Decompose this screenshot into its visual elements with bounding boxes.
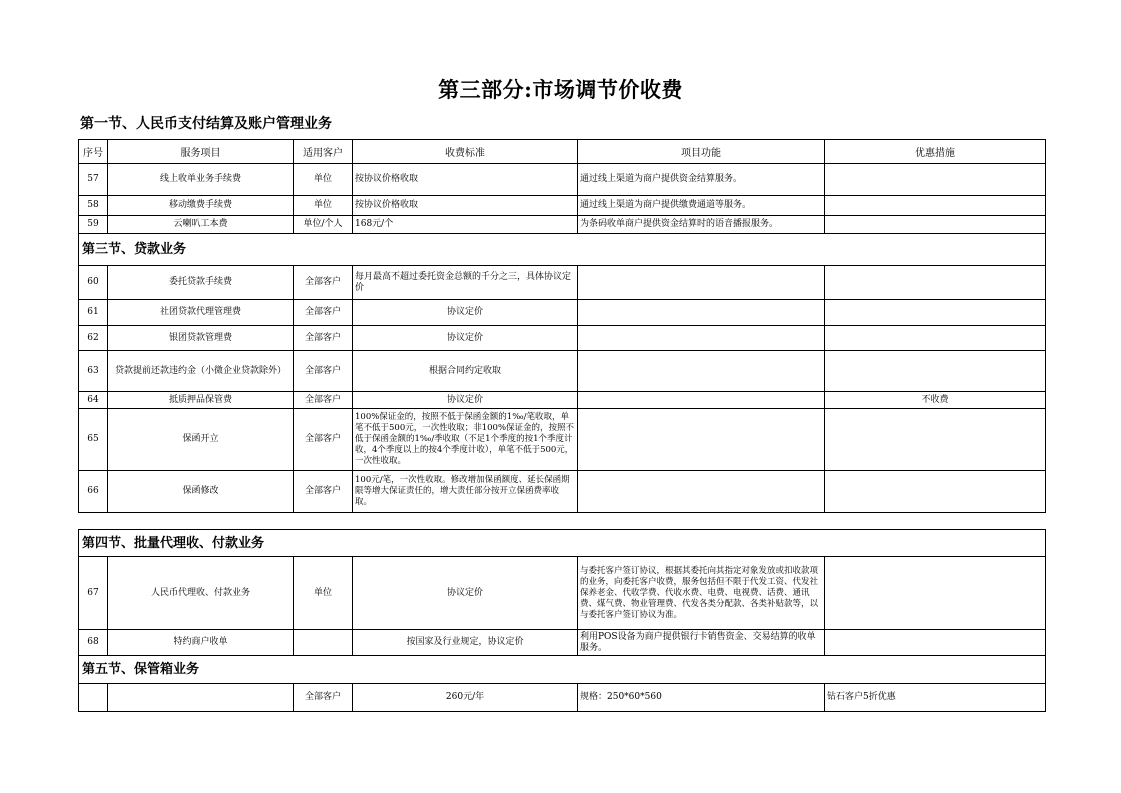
row-item: 移动缴费手续费 [108, 196, 294, 216]
row-fee: 协议定价 [353, 300, 578, 326]
table-row [79, 164, 1046, 196]
header-discount: 优惠措施 [825, 140, 1046, 164]
row-no: 57 [79, 164, 108, 196]
row-no: 68 [79, 630, 108, 656]
row-no: 67 [79, 557, 108, 630]
row-no [79, 684, 108, 712]
table-row [79, 392, 1046, 409]
row-fee: 按协议价格收取 [353, 196, 578, 216]
section-row [79, 530, 1046, 557]
row-no: 60 [79, 266, 108, 300]
row-no: 61 [79, 300, 108, 326]
row-fee: 按国家及行业规定，协议定价 [353, 630, 578, 656]
table-row [79, 326, 1046, 351]
row-discount [825, 471, 1046, 513]
row-fee: 100元/笔，一次性收取。修改增加保函额度、延长保函期限等增大保证责任的，增大责任部分按开立保函费率收取。 [353, 471, 578, 513]
row-item: 保函开立 [108, 409, 294, 471]
row-item: 线上收单业务手续费 [108, 164, 294, 196]
row-discount [825, 409, 1046, 471]
row-discount [825, 266, 1046, 300]
row-function [578, 266, 825, 300]
row-discount [825, 196, 1046, 216]
table-row [79, 409, 1046, 471]
section-row [79, 656, 1046, 684]
table-header-row [79, 140, 1046, 164]
header-client: 适用客户 [294, 140, 353, 164]
row-item: 人民币代理收、付款业务 [108, 557, 294, 630]
row-discount: 不收费 [825, 392, 1046, 409]
row-function [578, 300, 825, 326]
row-client: 单位 [294, 557, 353, 630]
header-no: 序号 [79, 140, 108, 164]
row-fee: 260元/年 [353, 684, 578, 712]
header-item: 服务项目 [108, 140, 294, 164]
table-row [79, 216, 1046, 234]
page-title: 第三部分:市场调节价收费 [438, 77, 683, 102]
row-fee: 按协议价格收取 [353, 164, 578, 196]
table-row [79, 300, 1046, 326]
row-item [108, 684, 294, 712]
row-no: 58 [79, 196, 108, 216]
section-3-heading: 第三节、贷款业务 [79, 234, 1046, 266]
row-function: 与委托客户签订协议，根据其委托向其指定对象发放或扣收款项的业务，向委托客户收费，服务包括但不限于代发工资、代发社保养老金、代收学费、代收水费、电费、电视费、话费、通讯费、煤气费、物业管理费、代发各类分配款、各类补贴款等，以与委托客户签订协议为准。 [578, 557, 825, 630]
row-discount [825, 326, 1046, 351]
fee-table-1 [78, 139, 1046, 513]
row-discount: 钻石客户5折优惠 [825, 684, 1046, 712]
row-function [578, 409, 825, 471]
row-no: 62 [79, 326, 108, 351]
table-row [79, 684, 1046, 712]
row-client: 全部客户 [294, 409, 353, 471]
row-discount [825, 300, 1046, 326]
row-fee: 168元/个 [353, 216, 578, 234]
row-function: 为条码收单商户提供资金结算时的语音播报服务。 [578, 216, 825, 234]
row-function: 利用POS设备为商户提供银行卡销售资金、交易结算的收单服务。 [578, 630, 825, 656]
table-row [79, 266, 1046, 300]
row-function: 规格：250*60*560 [578, 684, 825, 712]
row-fee: 100%保证金的，按照不低于保函金额的1‰/笔收取，单笔不低于500元，一次性收取；非100%保证金的，按照不低于保函金额的1‰/季收取（不足1个季度的按1个季度计收，4个季度以上的按4个季度计收），单笔不低于500元，一次性收取。 [353, 409, 578, 471]
row-item: 社团贷款代理管理费 [108, 300, 294, 326]
row-no: 64 [79, 392, 108, 409]
row-fee: 协议定价 [353, 557, 578, 630]
header-fee: 收费标准 [353, 140, 578, 164]
row-client: 单位 [294, 196, 353, 216]
row-item: 抵质押品保管费 [108, 392, 294, 409]
section-row [79, 234, 1046, 266]
row-discount [825, 164, 1046, 196]
row-function [578, 471, 825, 513]
row-client: 全部客户 [294, 326, 353, 351]
fee-table-2 [78, 529, 1046, 712]
row-item: 委托贷款手续费 [108, 266, 294, 300]
row-client: 单位/个人 [294, 216, 353, 234]
row-discount [825, 630, 1046, 656]
row-function: 通过线上渠道为商户提供缴费通道等服务。 [578, 196, 825, 216]
row-item: 云喇叭工本费 [108, 216, 294, 234]
row-function [578, 351, 825, 392]
row-item: 特约商户收单 [108, 630, 294, 656]
row-client: 全部客户 [294, 351, 353, 392]
row-item: 贷款提前还款违约金（小微企业贷款除外） [108, 351, 294, 392]
row-no: 63 [79, 351, 108, 392]
row-client: 全部客户 [294, 300, 353, 326]
header-function: 项目功能 [578, 140, 825, 164]
section-5-heading: 第五节、保管箱业务 [79, 656, 1046, 684]
row-function: 通过线上渠道为商户提供资金结算服务。 [578, 164, 825, 196]
row-item: 保函修改 [108, 471, 294, 513]
row-client: 全部客户 [294, 684, 353, 712]
row-discount [825, 216, 1046, 234]
row-client: 全部客户 [294, 471, 353, 513]
row-no: 66 [79, 471, 108, 513]
row-fee: 每月最高不超过委托资金总额的千分之三，具体协议定价 [353, 266, 578, 300]
section-1-heading: 第一节、人民币支付结算及账户管理业务 [80, 116, 332, 132]
row-fee: 协议定价 [353, 326, 578, 351]
row-function [578, 326, 825, 351]
row-no: 65 [79, 409, 108, 471]
row-client: 单位 [294, 164, 353, 196]
row-client: 全部客户 [294, 392, 353, 409]
row-no: 59 [79, 216, 108, 234]
table-row [79, 471, 1046, 513]
row-discount [825, 557, 1046, 630]
table-row [79, 351, 1046, 392]
row-client: 全部客户 [294, 266, 353, 300]
row-fee: 根据合同约定收取 [353, 351, 578, 392]
row-discount [825, 351, 1046, 392]
row-fee: 协议定价 [353, 392, 578, 409]
row-client [294, 630, 353, 656]
row-function [578, 392, 825, 409]
table-row [79, 557, 1046, 630]
table-row [79, 196, 1046, 216]
table-row [79, 630, 1046, 656]
row-item: 银团贷款管理费 [108, 326, 294, 351]
section-4-heading: 第四节、批量代理收、付款业务 [79, 530, 1046, 557]
